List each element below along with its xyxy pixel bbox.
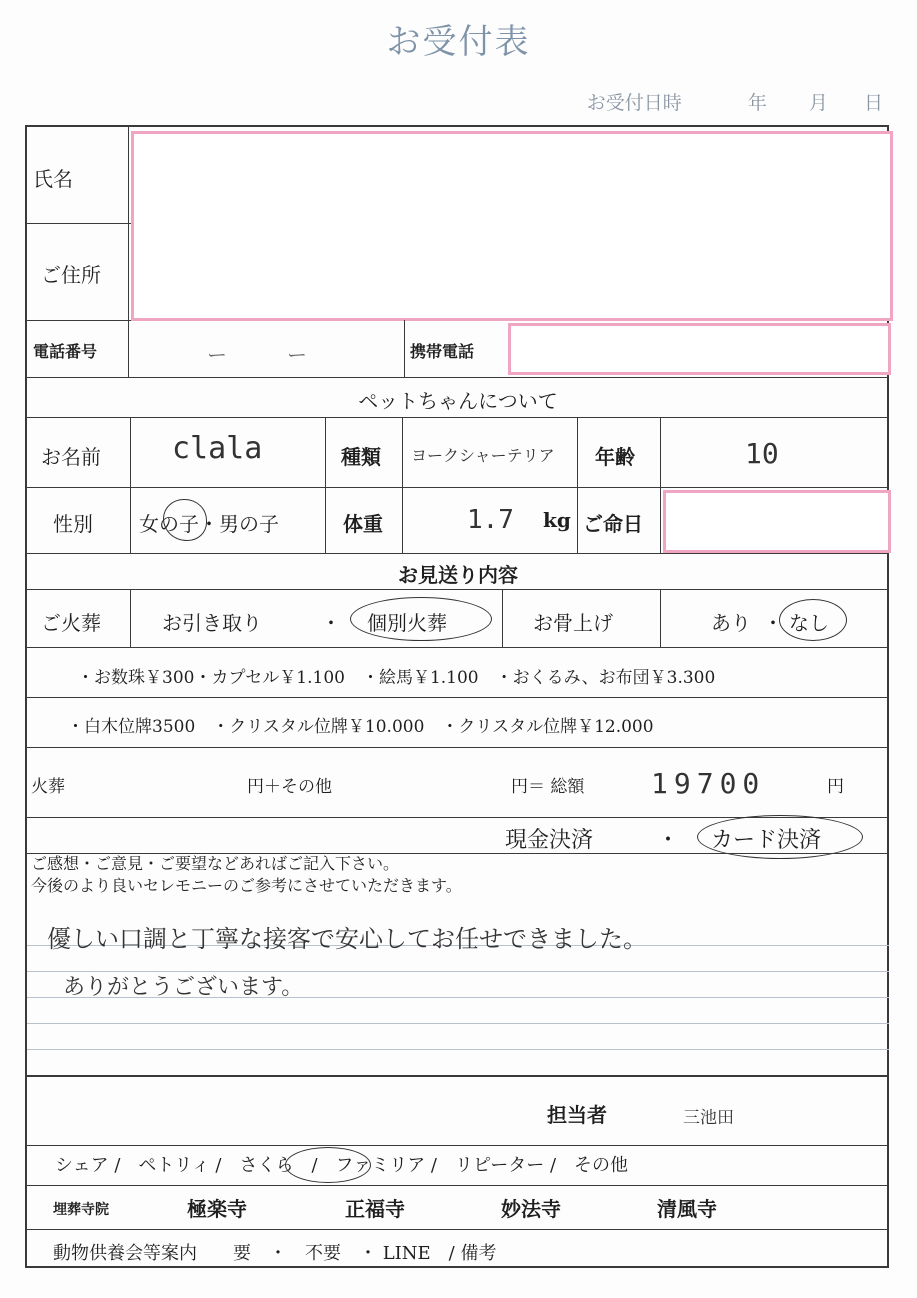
mobile-redaction [508, 323, 891, 375]
pet-name-value: clala [172, 431, 263, 466]
bone-yes-option: あり [711, 611, 751, 635]
fee-yen-unit: 円 [827, 777, 844, 797]
pet-sex-options [139, 508, 279, 537]
referral-circle [285, 1147, 371, 1183]
fee-cremation-label: 火葬 [31, 777, 65, 797]
memorial-guidance-row: 動物供養会等案内 要 ・ 不要 ・ LINE / 備考 [53, 1243, 497, 1264]
bone-collection-label: お骨上げ [533, 611, 613, 635]
pet-section-heading: ペットちゃんについて [358, 389, 558, 413]
mobile-label: 携帯電話 [410, 342, 475, 361]
reception-form [25, 125, 889, 1268]
cremation-label: ご火葬 [41, 611, 101, 635]
name-label: 氏名 [33, 167, 73, 191]
reception-date [583, 88, 883, 115]
individual-cremation-circle [350, 597, 492, 641]
reception-date-label: お受付日時 [586, 92, 682, 114]
phone-label: 電話番号 [33, 342, 98, 361]
payment-card: カード決済 [711, 828, 822, 853]
temple-option-3: 妙法寺 [501, 1197, 561, 1221]
comment-handwritten-2: ありがとうございます。 [63, 975, 304, 1000]
death-date-redaction [663, 490, 891, 553]
temple-option-2: 正福寺 [345, 1197, 405, 1221]
options-row-2: ・白木位牌3500 ・クリスタル位牌￥10.000 ・クリスタル位牌￥12.000 [67, 717, 654, 737]
bone-no-circle [779, 599, 847, 641]
fee-total-label: 円＝ 総額 [511, 777, 585, 797]
fee-yen-plus-other: 円＋その他 [247, 777, 332, 797]
sex-female-circle [163, 499, 207, 541]
bone-separator: ・ [763, 611, 783, 635]
pet-type-value: ヨークシャーテリア [411, 446, 555, 465]
temple-option-4: 清風寺 [657, 1197, 717, 1221]
pet-age-value: 10 [745, 437, 779, 470]
pet-sex-label: 性別 [53, 512, 93, 536]
address-label: ご住所 [41, 263, 101, 287]
cremation-separator: ・ [321, 611, 341, 635]
pet-type-label: 種類 [341, 445, 381, 469]
options-row-1: ・お数珠￥300・カプセル￥1.100 ・絵馬￥1.100 ・おくるみ、お布団￥3.300 [77, 668, 716, 688]
cremation-pickup-option: お引き取り [162, 611, 262, 635]
staff-value: 三池田 [683, 1108, 734, 1128]
payment-separator: ・ [657, 828, 680, 853]
pet-weight-value: 1.7 [467, 505, 514, 535]
pet-name-label: お名前 [41, 445, 101, 469]
date-day-label: 日 [863, 92, 883, 114]
pet-age-label: 年齢 [595, 445, 635, 469]
comments-prompt-line-1: ご感想・ご意見・ご要望などあればご記入下さい。 [31, 854, 400, 873]
owner-name-address-redaction [131, 131, 893, 321]
cremation-individual-option: 個別火葬 [367, 611, 447, 635]
form-title: お受付表 [386, 22, 531, 62]
sex-female-option: 女の子 [139, 512, 199, 536]
pet-weight-unit: kg [543, 508, 571, 532]
temple-label: 埋葬寺院 [53, 1202, 109, 1218]
comments-prompt [31, 853, 462, 897]
sex-male-option: 男の子 [219, 512, 279, 536]
comments-prompt-line-2: 今後のより良いセレモニーのご参考にさせていただきます。 [31, 876, 462, 895]
date-year-label: 年 [747, 92, 767, 114]
pet-death-date-label: ご命日 [583, 512, 643, 536]
date-month-label: 月 [808, 92, 828, 114]
payment-cash: 現金決済 [505, 828, 594, 853]
bone-no-option: なし [789, 611, 829, 635]
sex-separator: ・ [199, 512, 219, 536]
referral-options: シェア / ペトリィ / さくら / ファミリア / リピーター / その他 [55, 1155, 629, 1176]
fee-total-value: 19700 [651, 767, 766, 800]
temple-option-1: 極楽寺 [187, 1197, 247, 1221]
staff-label: 担当者 [547, 1103, 607, 1127]
phone-value: ー ー [207, 343, 307, 367]
service-section-heading: お見送り内容 [398, 563, 518, 587]
comment-handwritten-1: 優しい口調と丁寧な接客で安心してお任せできました。 [47, 925, 647, 953]
pet-weight-label: 体重 [343, 512, 383, 536]
